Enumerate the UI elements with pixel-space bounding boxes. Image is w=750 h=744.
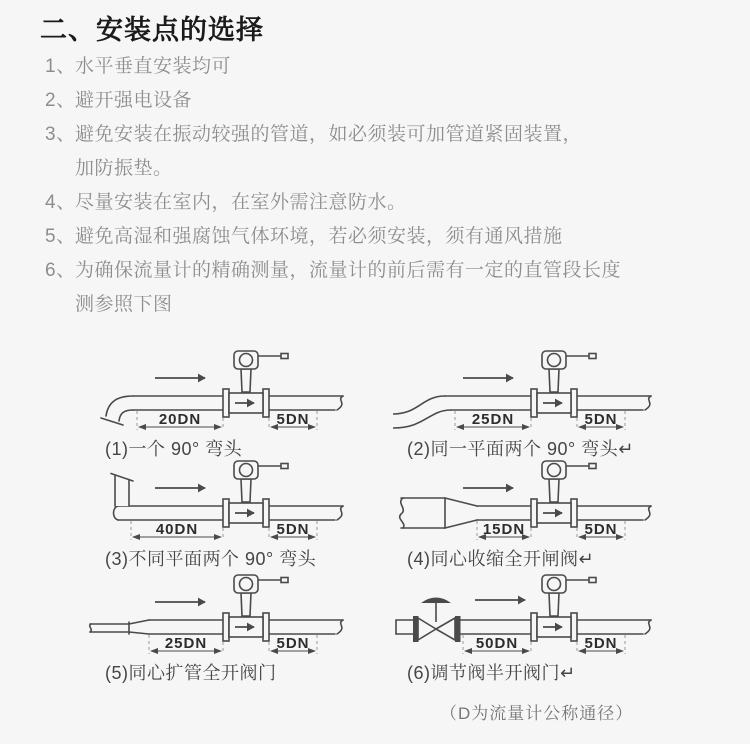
pipe-diagram-concentric-expander: [85, 572, 385, 656]
pipe-diagram-two-90-elbows-same-plane: [393, 348, 693, 432]
list-item-continuation: [45, 288, 725, 322]
flow-meter-icon: [223, 575, 288, 641]
diagram-caption: (5)同心扩管全开阀门: [105, 663, 277, 683]
dimension-label-back: 5DN: [584, 521, 618, 538]
list-item: [45, 118, 725, 152]
item-text: 避开强电设备: [75, 90, 193, 111]
diagram-caption: (1)一个 90° 弯头: [105, 439, 243, 459]
item-number: 5、: [45, 226, 76, 247]
diagram-cell-5: [85, 572, 390, 685]
page-title: 二、安装点的选择: [40, 15, 264, 45]
diagram-caption: (3)不同平面两个 90° 弯头: [105, 549, 317, 569]
valve-icon: [413, 598, 461, 643]
diagram-cell-1: [85, 348, 390, 461]
dimension-group: [477, 521, 625, 540]
diagram-caption: (2)同一平面两个 90° 弯头↵: [407, 439, 634, 459]
item-number: 1、: [45, 56, 76, 77]
item-number: [45, 288, 75, 322]
flow-meter-icon: [531, 461, 596, 527]
item-number: 4、: [45, 192, 76, 213]
list-item: [45, 254, 725, 288]
flow-meter-icon: [531, 575, 596, 641]
flow-meter-icon: [531, 351, 596, 417]
list-item-continuation: [45, 152, 725, 186]
item-number: 3、: [45, 124, 76, 145]
item-text: 加防振垫。: [75, 158, 173, 179]
dimension-group: [455, 411, 625, 430]
dimension-label-front: 25DN: [164, 635, 208, 652]
dimension-label-front: 20DN: [158, 411, 202, 428]
dimension-group: [149, 635, 317, 654]
diagram-cell-4: [393, 458, 698, 571]
dimension-label-back: 5DN: [276, 411, 310, 428]
dimension-label-front: 15DN: [482, 521, 526, 538]
list-item: [45, 186, 725, 220]
item-number: 6、: [45, 260, 76, 281]
pipe-drawing: [90, 620, 343, 634]
item-number: 2、: [45, 90, 76, 111]
flow-meter-icon: [223, 351, 288, 417]
dimension-label-front: 50DN: [475, 635, 519, 652]
list-item: [45, 220, 725, 254]
dimension-label-back: 5DN: [276, 635, 310, 652]
diagram-cell-3: [85, 458, 390, 571]
item-number: [45, 152, 75, 186]
list-item: [45, 84, 725, 118]
dimension-label-back: 5DN: [276, 521, 310, 538]
diagram-cell-2: [393, 348, 698, 461]
item-text: 避免安装在振动较强的管道，如必须装可加管道紧固装置，: [75, 124, 583, 145]
pipe-diagram-concentric-reducer: [393, 458, 693, 542]
item-text: 避免高湿和强腐蚀气体环境，若必须安装，须有通风措施: [75, 226, 563, 247]
dimension-label-back: 5DN: [584, 411, 618, 428]
diagram-cell-6: [393, 572, 698, 685]
dimension-label-front: 25DN: [471, 411, 515, 428]
item-text: 测参照下图: [75, 294, 173, 315]
pipe-diagram-regulating-valve: [393, 572, 693, 656]
diagram-caption: (4)同心收缩全开闸阀↵: [407, 549, 595, 569]
install-notes-list: [45, 50, 725, 322]
dimension-label-back: 5DN: [584, 635, 618, 652]
pipe-diagram-one-90-elbow: [85, 348, 385, 432]
item-text: 水平垂直安装均可: [75, 56, 232, 77]
dimension-label-front: 40DN: [155, 521, 199, 538]
item-text: 为确保流量计的精确测量，流量计的前后需有一定的直管段长度: [75, 260, 622, 281]
list-item: [45, 50, 725, 84]
item-text: 尽量安装在室内，在室外需注意防水。: [75, 192, 407, 213]
footnote: （D为流量计公称通径）: [440, 704, 634, 723]
diagram-caption: (6)调节阀半开阀门↵: [407, 663, 576, 683]
flow-meter-icon: [223, 461, 288, 527]
pipe-diagram-two-90-elbows-diff-plane: [85, 458, 385, 542]
dimension-group: [463, 635, 625, 654]
